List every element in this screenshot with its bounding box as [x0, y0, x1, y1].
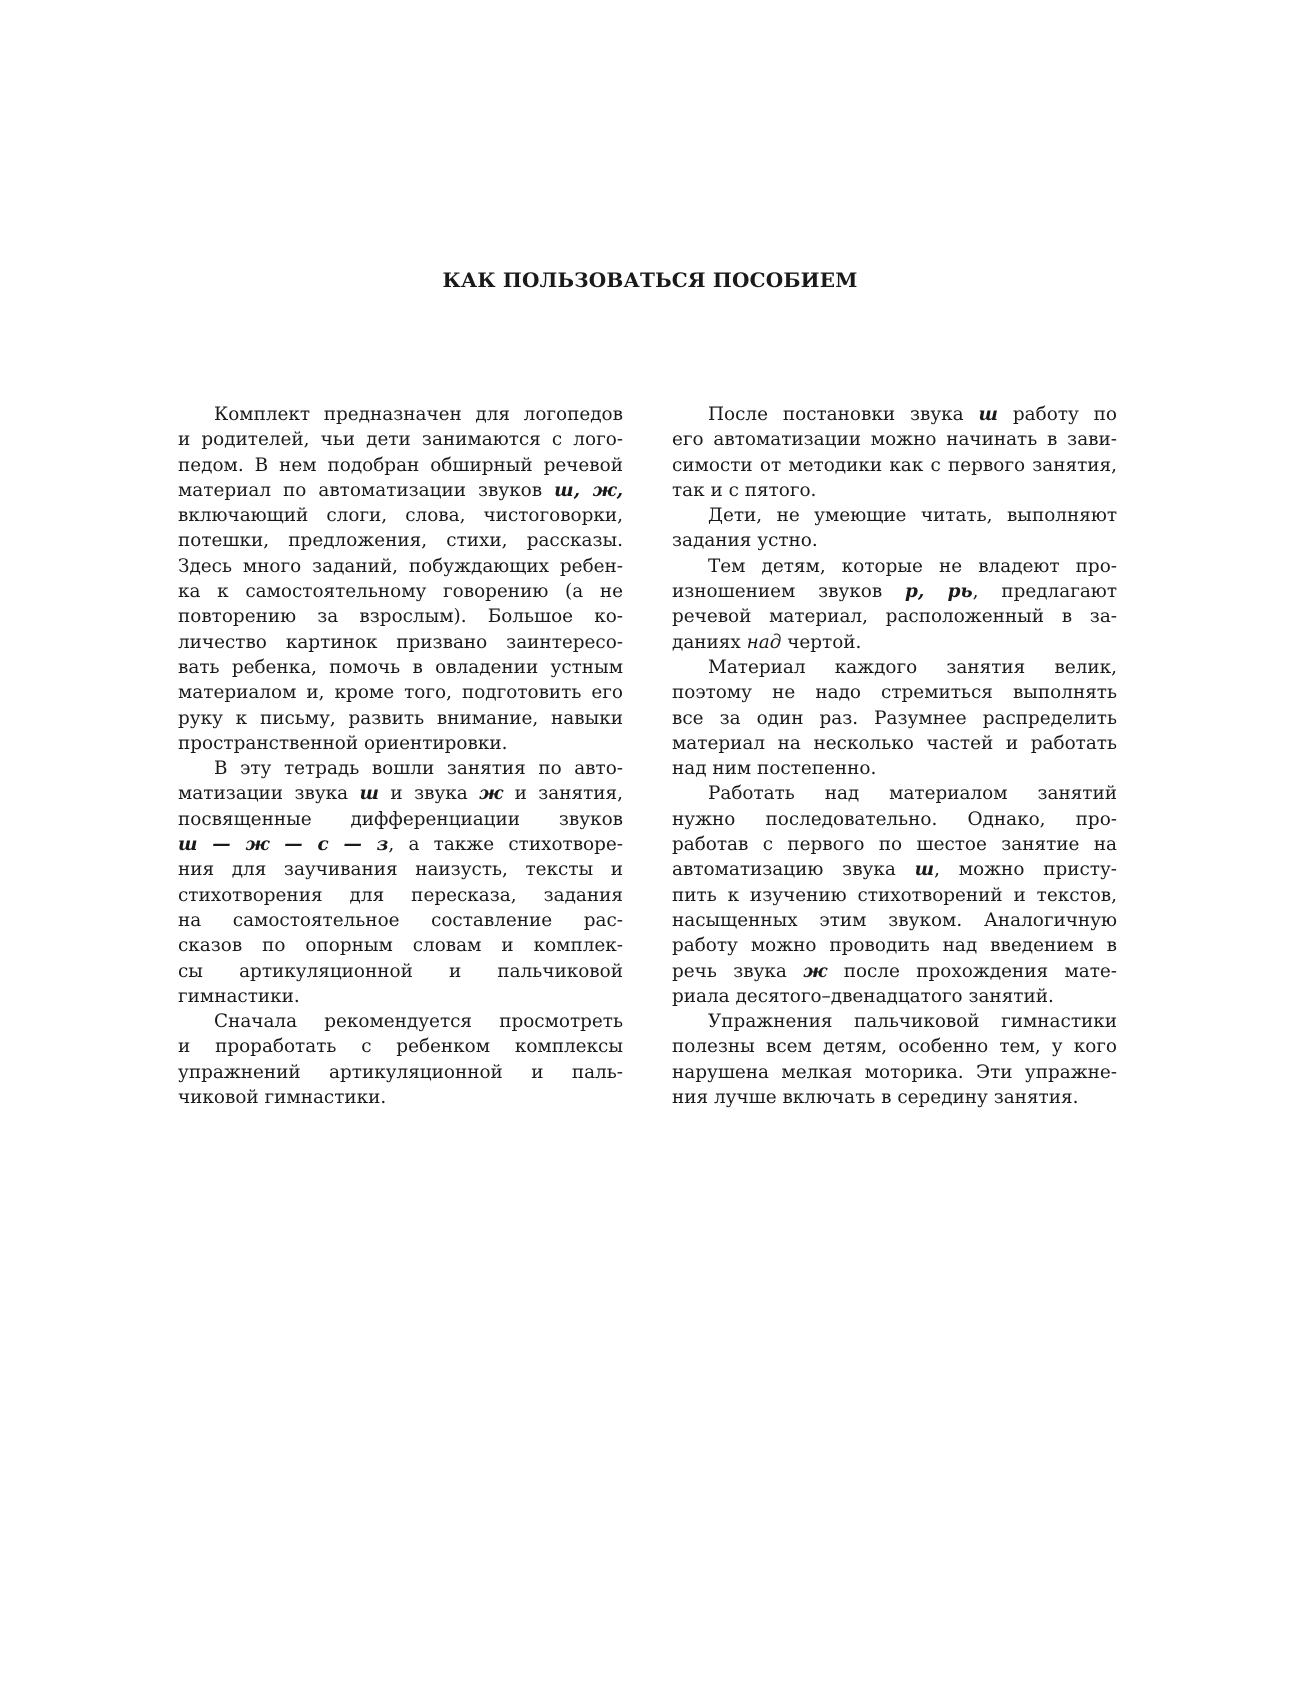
text-line: риала десятого–двенадцатого занятий.	[672, 985, 1054, 1007]
text-line: гимнастики.	[178, 985, 300, 1007]
text-run: работу по	[998, 404, 1117, 425]
text-line: Упражнения пальчиковой гимнастики	[708, 1011, 1117, 1033]
text-line: симости от методики как с первого занятия,	[672, 454, 1117, 476]
text-line: Тем детям, которые не владеют про-	[708, 555, 1117, 577]
text-line: Работать над материалом занятий	[708, 783, 1117, 805]
text-line: так и с пятого.	[672, 479, 817, 501]
sound-highlight: ж	[803, 960, 828, 982]
text-line: пространственной ориентировки.	[178, 732, 508, 754]
text-line: работу можно проводить над введением в	[672, 935, 1117, 957]
text-line: потешки, предложения, стихи, рассказы.	[178, 530, 623, 552]
sound-highlight: ш, ж,	[554, 479, 623, 501]
text-line: задания устно.	[672, 530, 818, 552]
text-line: личество картинок призвано заинтересо-	[178, 631, 623, 653]
text-line: ния для заучивания наизусть, тексты и	[178, 859, 623, 881]
text-line: нужно последовательно. Однако, про-	[672, 808, 1117, 830]
text-run: автоматизацию звука	[672, 859, 915, 881]
sound-highlight: ш	[359, 783, 379, 805]
text-line: Здесь много заданий, побуждающих ребен-	[178, 555, 623, 577]
text-line: работав с первого по шестое занятие на	[672, 834, 1117, 856]
text-line: сказов по опорным словам и комплек-	[178, 935, 623, 957]
text-line: и родителей, чьи дети занимаются с лого-	[178, 429, 623, 451]
text-run: даниях	[672, 631, 747, 653]
text-run: матизации звука	[178, 783, 360, 805]
text-line	[178, 478, 623, 503]
text-line: повторению за взрослым). Большое ко-	[178, 606, 623, 628]
sound-highlight: ж	[479, 783, 504, 805]
text-line: Сначала рекомендуется просмотреть	[214, 1011, 623, 1033]
text-line: нарушена мелкая моторика. Эти упражне-	[672, 1061, 1117, 1083]
text-line: на самостоятельное составление рас-	[178, 909, 623, 931]
paragraph	[178, 402, 623, 756]
text-line: пить к изучению стихотворений и текстов,	[672, 884, 1117, 906]
text-run: после прохождения мате-	[827, 960, 1117, 982]
paragraph	[672, 554, 1117, 655]
text-run: чертой.	[781, 631, 862, 653]
sound-highlight: ш	[914, 859, 935, 881]
text-line: упражнений артикуляционной и паль-	[178, 1061, 623, 1083]
text-line: стихотворения для пересказа, задания	[178, 884, 623, 906]
text-line: ка к самостоятельному говорению (а не	[178, 581, 623, 603]
text-line: речевой материал, расположенный в за-	[672, 606, 1117, 628]
right-column	[672, 402, 1117, 1110]
text-line: поэтому не надо стремиться выполнять	[672, 682, 1117, 704]
italic-word: над	[746, 631, 782, 653]
text-line: Дети, не умеющие читать, выполняют	[708, 505, 1117, 527]
text-line: В эту тетрадь вошли занятия по авто-	[214, 758, 623, 780]
sound-highlight: ш — ж — с — з	[178, 834, 389, 856]
text-line: и проработать с ребенком комплексы	[178, 1036, 623, 1058]
sound-highlight: ш	[978, 404, 998, 425]
text-line: полезны всем детям, особенно тем, у кого	[672, 1036, 1117, 1058]
paragraph	[672, 503, 1117, 554]
text-run: материал по автоматизации звуков	[178, 479, 555, 501]
text-line: насыщенных этим звуком. Аналогичную	[672, 909, 1117, 931]
paragraph	[178, 1009, 623, 1110]
text-run: После постановки звука	[708, 404, 979, 425]
text-line: включающий слоги, слова, чистоговорки,	[178, 505, 623, 527]
text-line: вать ребенка, помочь в овладении устным	[178, 656, 623, 678]
text-line	[672, 630, 1117, 655]
paragraph	[178, 756, 623, 1009]
text-line: Комплект предназначен для логопедов	[214, 404, 623, 425]
left-column	[178, 402, 623, 1110]
text-line: все за один раз. Разумнее распределить	[672, 707, 1117, 729]
paragraph	[672, 1009, 1117, 1110]
paragraph	[672, 655, 1117, 781]
text-run: речь звука	[672, 960, 804, 982]
text-line	[178, 781, 623, 806]
text-run: и звука	[379, 783, 480, 805]
text-line: материалом и, кроме того, подготовить его	[178, 682, 623, 704]
text-line	[672, 579, 1117, 604]
text-line: педом. В нем подобран обширный речевой	[178, 454, 623, 476]
text-run: изношением звуков	[672, 581, 906, 603]
text-line: руку к письму, развить внимание, навыки	[178, 707, 623, 729]
text-line	[672, 857, 1117, 882]
sound-highlight: р, рь	[905, 581, 973, 603]
text-line: над ним постепенно.	[672, 758, 877, 780]
text-line: чиковой гимнастики.	[178, 1087, 387, 1109]
text-line	[178, 832, 623, 857]
paragraph	[672, 781, 1117, 1009]
text-line: его автоматизации можно начинать в зави-	[672, 429, 1117, 451]
text-line: Материал каждого занятия велик,	[708, 656, 1117, 678]
text-run: , а также стихотворе-	[388, 834, 623, 856]
text-line: материал на несколько частей и работать	[672, 732, 1117, 754]
paragraph	[672, 402, 1117, 503]
page-title: КАК ПОЛЬЗОВАТЬСЯ ПОСОБИЕМ	[442, 268, 858, 292]
text-line	[672, 402, 1117, 427]
text-line: сы артикуляционной и пальчиковой	[178, 960, 623, 982]
text-run: и занятия,	[503, 783, 623, 805]
text-line	[672, 959, 1117, 984]
text-run: , можно присту-	[934, 859, 1117, 881]
text-run: , предлагают	[972, 581, 1117, 603]
text-line: ния лучше включать в середину занятия.	[672, 1087, 1079, 1109]
text-line: посвященные дифференциации звуков	[178, 808, 623, 830]
